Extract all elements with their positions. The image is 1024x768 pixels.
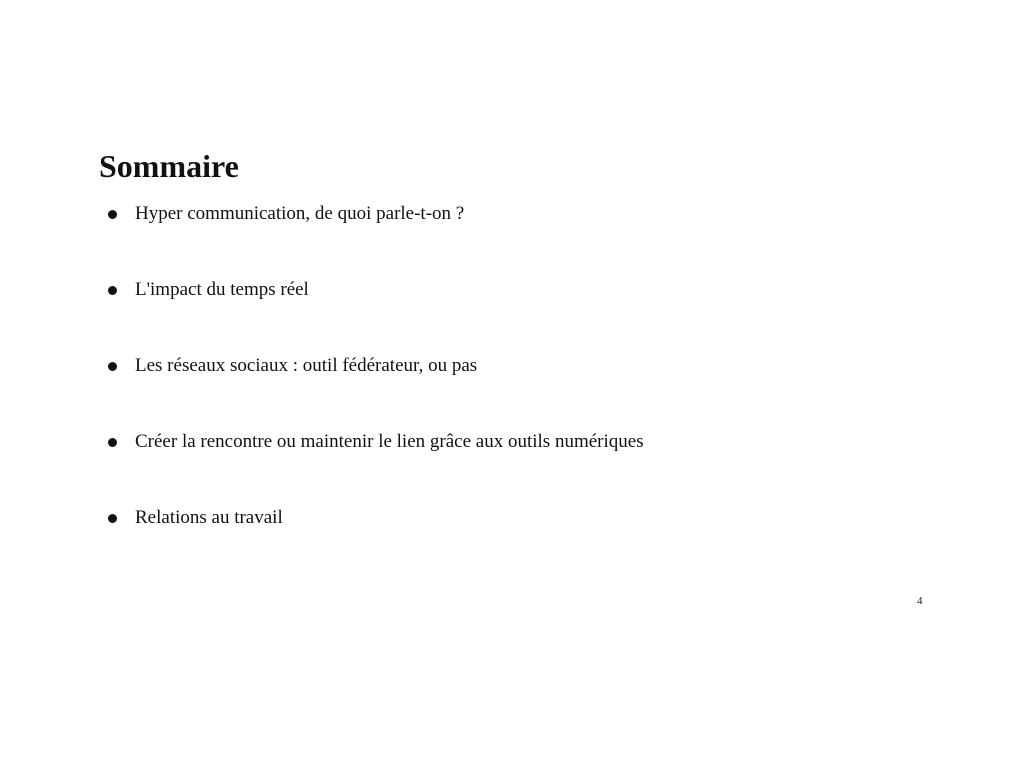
bullet-icon (108, 362, 117, 371)
table-of-contents (108, 200, 644, 580)
toc-item-label: Créer la rencontre ou maintenir le lien grâce aux outils numériques (135, 431, 644, 452)
toc-item (108, 352, 644, 380)
bullet-icon (108, 286, 117, 295)
toc-item (108, 276, 644, 304)
toc-item-label: Hyper communication, de quoi parle-t-on ? (135, 203, 465, 224)
toc-item (108, 428, 644, 456)
toc-item (108, 200, 644, 228)
slide-title: Sommaire (99, 148, 239, 184)
page-number: 4 (917, 595, 923, 607)
toc-item (108, 504, 644, 532)
bullet-icon (108, 514, 117, 523)
toc-item-label: Relations au travail (135, 507, 283, 528)
bullet-icon (108, 438, 117, 447)
bullet-icon (108, 210, 117, 219)
toc-item-label: L'impact du temps réel (135, 279, 309, 300)
toc-item-label: Les réseaux sociaux : outil fédérateur, ou pas (135, 355, 478, 376)
